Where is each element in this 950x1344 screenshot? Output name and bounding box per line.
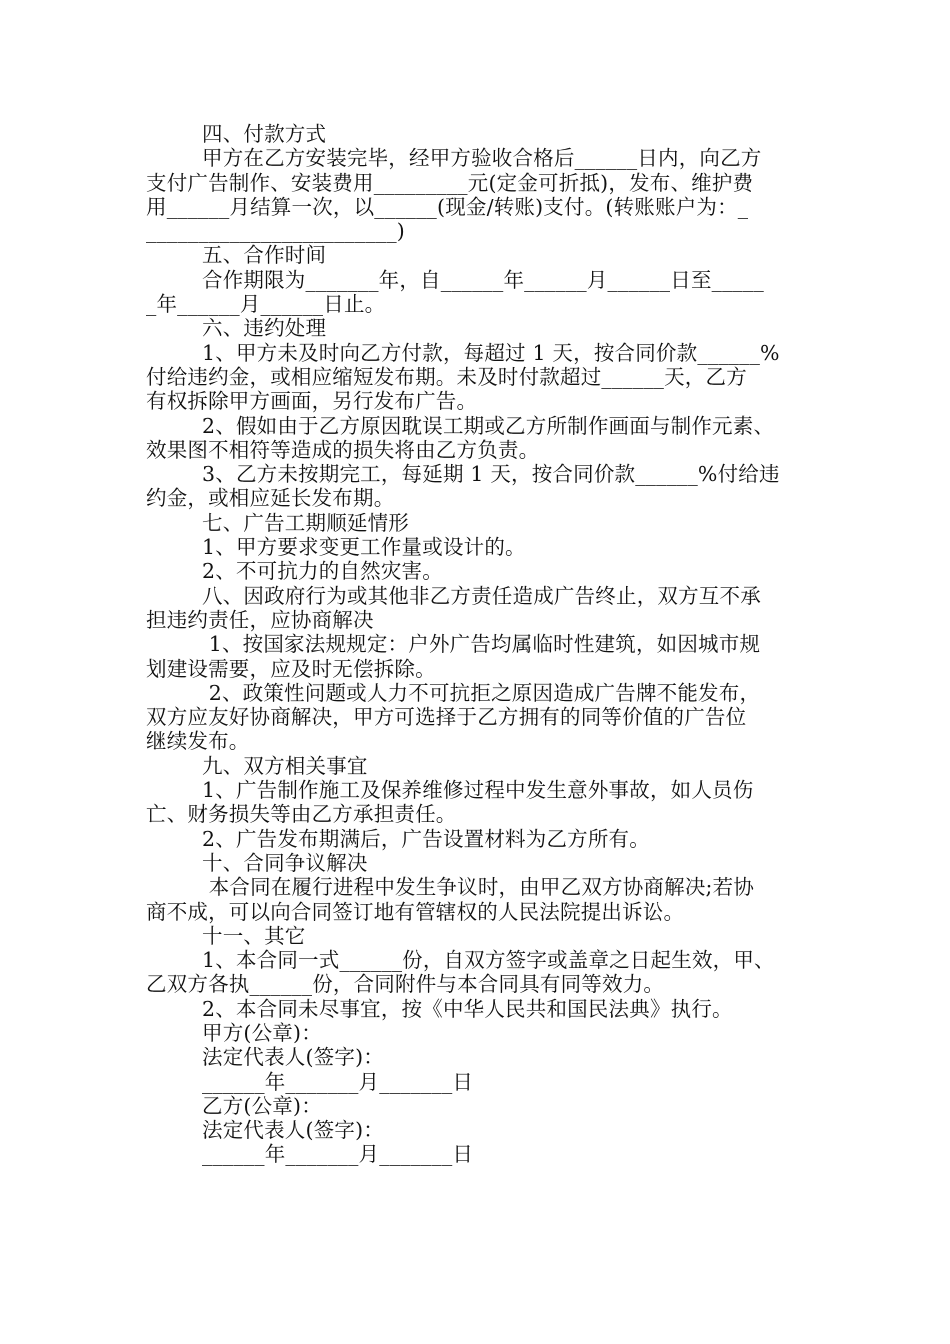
contract-text-line: 约金，或相应延长发布期。 [146, 486, 395, 511]
contract-text-line: 支付广告制作、安装费用_________元(定金可折抵)，发布、维护费 [146, 170, 754, 195]
contract-text-line: 乙双方各执______份，合同附件与本合同具有同等效力。 [146, 972, 665, 997]
contract-text-line: 用______月结算一次，以______(现金/转账)支付。(转账账户为：_ [146, 194, 749, 219]
contract-text-line: 1、本合同一式______份，自双方签字或盖章之日起生效，甲、 [202, 948, 775, 973]
contract-text-line: 继续发布。 [146, 729, 250, 754]
contract-text-line: 十一、其它 [202, 923, 306, 948]
contract-text-line: 3、乙方未按期完工，每延期 1 天，按合同价款______%付给违 [202, 462, 780, 487]
contract-text-line: 六、违约处理 [202, 316, 327, 341]
contract-text-line: 担违约责任，应协商解决 [146, 607, 374, 632]
contract-text-line: 1、广告制作施工及保养维修过程中发生意外事故，如人员伤 [202, 778, 754, 803]
contract-text-line: 法定代表人(签字)： [202, 1045, 384, 1070]
contract-text-line: 1、甲方要求变更工作量或设计的。 [202, 535, 526, 560]
contract-text-line: 合作期限为_______年，自______年______月______日至_____ [202, 267, 764, 292]
contract-text-line: 1、甲方未及时向乙方付款，每超过 1 天，按合同价款______% [202, 340, 780, 365]
contract-text-line: 效果图不相符等造成的损失将由乙方负责。 [146, 437, 540, 462]
contract-text-line: 2、广告发布期满后，广告设置材料为乙方所有。 [202, 826, 650, 851]
contract-text-line: ______年_______月_______日 [202, 1142, 474, 1167]
contract-text-line: 本合同在履行进程中发生争议时，由甲乙双方协商解决;若协 [202, 875, 755, 900]
contract-text-line: ______年_______月_______日 [202, 1069, 474, 1094]
contract-page [146, 122, 811, 1167]
contract-text-line: 商不成，可以向合同签订地有管辖权的人民法院提出诉讼。 [146, 899, 685, 924]
contract-text-line: 四、付款方式 [202, 122, 327, 146]
contract-text-line: 2、本合同未尽事宜，按《中华人民共和国民法典》执行。 [202, 996, 733, 1021]
contract-text-line: 付给违约金，或相应缩短发布期。未及时付款超过______天，乙方 [146, 364, 747, 389]
contract-text-line: 2、不可抗力的自然灾害。 [202, 559, 443, 584]
contract-text-line: 双方应友好协商解决，甲方可选择于乙方拥有的同等价值的广告位 [146, 705, 747, 730]
contract-text-line: 2、政策性问题或人力不可抗拒之原因造成广告牌不能发布， [202, 680, 761, 705]
contract-text-line: 七、广告工期顺延情形 [202, 510, 409, 535]
contract-text-line: 八、因政府行为或其他非乙方责任造成广告终止，双方互不承 [202, 583, 761, 608]
contract-text-line: ________________________) [146, 219, 405, 244]
contract-text-line: 1、按国家法规规定：户外广告均属临时性建筑，如因城市规 [202, 632, 761, 657]
contract-text-line: 五、合作时间 [202, 243, 327, 268]
contract-text-line: _年______月______日止。 [146, 292, 386, 317]
contract-text-line: 划建设需要，应及时无偿拆除。 [146, 656, 436, 681]
contract-text-line: 亡、财务损失等由乙方承担责任。 [146, 802, 457, 827]
contract-text-line: 法定代表人(签字)： [202, 1118, 384, 1143]
contract-text-line: 有权拆除甲方画面，另行发布广告。 [146, 389, 478, 414]
contract-text-line: 2、假如由于乙方原因耽误工期或乙方所制作画面与制作元素、 [202, 413, 775, 438]
contract-text-line: 甲方在乙方安装完毕，经甲方验收合格后______日内，向乙方 [202, 146, 762, 171]
contract-text-line: 甲方(公章)： [202, 1020, 322, 1045]
contract-text-line: 乙方(公章)： [202, 1093, 322, 1118]
contract-text-line: 十、合同争议解决 [202, 850, 368, 875]
contract-text-line: 九、双方相关事宜 [202, 753, 368, 778]
